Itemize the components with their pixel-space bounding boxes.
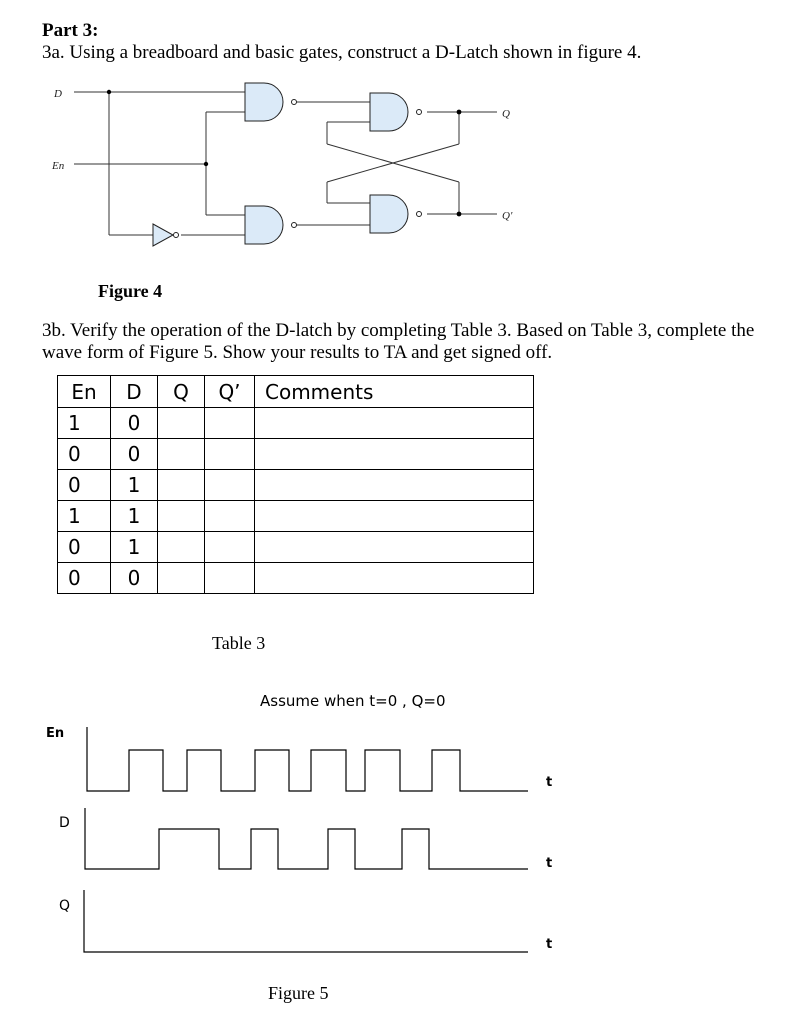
cell-d: 1 bbox=[111, 501, 158, 532]
cell-en: 1 bbox=[58, 408, 111, 439]
part-title: Part 3: bbox=[42, 20, 99, 41]
cell-comments[interactable] bbox=[255, 408, 534, 439]
label-q-not: Q' bbox=[502, 210, 513, 222]
axis-label-t-q: t bbox=[546, 937, 553, 952]
table-row bbox=[58, 532, 534, 563]
figure-4-caption: Figure 4 bbox=[98, 281, 163, 301]
cell-q-not[interactable] bbox=[205, 439, 255, 470]
signal-label-d: D bbox=[59, 815, 70, 831]
header-q: Q bbox=[158, 376, 205, 408]
table-row bbox=[58, 439, 534, 470]
figure-5-caption: Figure 5 bbox=[268, 983, 329, 1003]
cell-q-not[interactable] bbox=[205, 532, 255, 563]
cell-comments[interactable] bbox=[255, 501, 534, 532]
cell-d: 0 bbox=[111, 408, 158, 439]
cell-q[interactable] bbox=[158, 532, 205, 563]
en-waveform bbox=[87, 727, 528, 791]
question-3b-line-2: wave form of Figure 5. Show your results to TA and get signed off. bbox=[42, 342, 553, 363]
question-3b bbox=[42, 320, 754, 364]
d-waveform bbox=[85, 808, 528, 869]
cell-q[interactable] bbox=[158, 439, 205, 470]
cell-comments[interactable] bbox=[255, 470, 534, 501]
nand-gate-2 bbox=[245, 206, 297, 244]
header-comments: Comments bbox=[255, 376, 534, 408]
label-d: D bbox=[54, 88, 62, 100]
figure-4-d-latch-diagram bbox=[0, 78, 560, 278]
question-3a: 3a. Using a breadboard and basic gates, construct a D-Latch shown in figure 4. bbox=[42, 42, 642, 63]
cell-q[interactable] bbox=[158, 408, 205, 439]
signal-label-en: En bbox=[46, 726, 65, 741]
cell-en: 0 bbox=[58, 563, 111, 594]
cell-en: 1 bbox=[58, 501, 111, 532]
header-d: D bbox=[111, 376, 158, 408]
cell-d: 0 bbox=[111, 563, 158, 594]
cell-q-not[interactable] bbox=[205, 563, 255, 594]
cell-q-not[interactable] bbox=[205, 408, 255, 439]
q-waveform-axis bbox=[84, 890, 528, 952]
header-en: En bbox=[58, 376, 111, 408]
table-3-caption: Table 3 bbox=[212, 633, 266, 653]
cell-q-not[interactable] bbox=[205, 501, 255, 532]
question-3b-line-1: 3b. Verify the operation of the D-latch by completing Table 3. Based on Table 3, complete the bbox=[42, 320, 755, 341]
cell-en: 0 bbox=[58, 470, 111, 501]
cell-comments[interactable] bbox=[255, 563, 534, 594]
nand-gate-3 bbox=[370, 93, 422, 131]
cell-q[interactable] bbox=[158, 470, 205, 501]
table-row bbox=[58, 563, 534, 594]
cell-en: 0 bbox=[58, 532, 111, 563]
label-en: En bbox=[52, 160, 65, 172]
inverter-gate bbox=[153, 224, 179, 246]
cell-q-not[interactable] bbox=[205, 470, 255, 501]
cell-comments[interactable] bbox=[255, 439, 534, 470]
cell-d: 1 bbox=[111, 470, 158, 501]
nand-gate-1 bbox=[245, 83, 297, 121]
figure-5-waveforms bbox=[0, 710, 600, 980]
table-row bbox=[58, 408, 534, 439]
table-header-row bbox=[58, 376, 534, 408]
cell-d: 1 bbox=[111, 532, 158, 563]
label-q: Q bbox=[502, 108, 510, 120]
table-row bbox=[58, 501, 534, 532]
header-q-not: Q’ bbox=[205, 376, 255, 408]
cell-q[interactable] bbox=[158, 563, 205, 594]
nand-gate-4 bbox=[370, 195, 422, 233]
signal-label-q: Q bbox=[59, 898, 71, 914]
cell-d: 0 bbox=[111, 439, 158, 470]
waveform-note: Assume when t=0 , Q=0 bbox=[260, 692, 446, 710]
axis-label-t-d: t bbox=[546, 856, 553, 871]
cell-q[interactable] bbox=[158, 501, 205, 532]
cell-en: 0 bbox=[58, 439, 111, 470]
axis-label-t-en: t bbox=[546, 775, 553, 790]
table-3 bbox=[57, 375, 534, 594]
cell-comments[interactable] bbox=[255, 532, 534, 563]
table-row bbox=[58, 470, 534, 501]
